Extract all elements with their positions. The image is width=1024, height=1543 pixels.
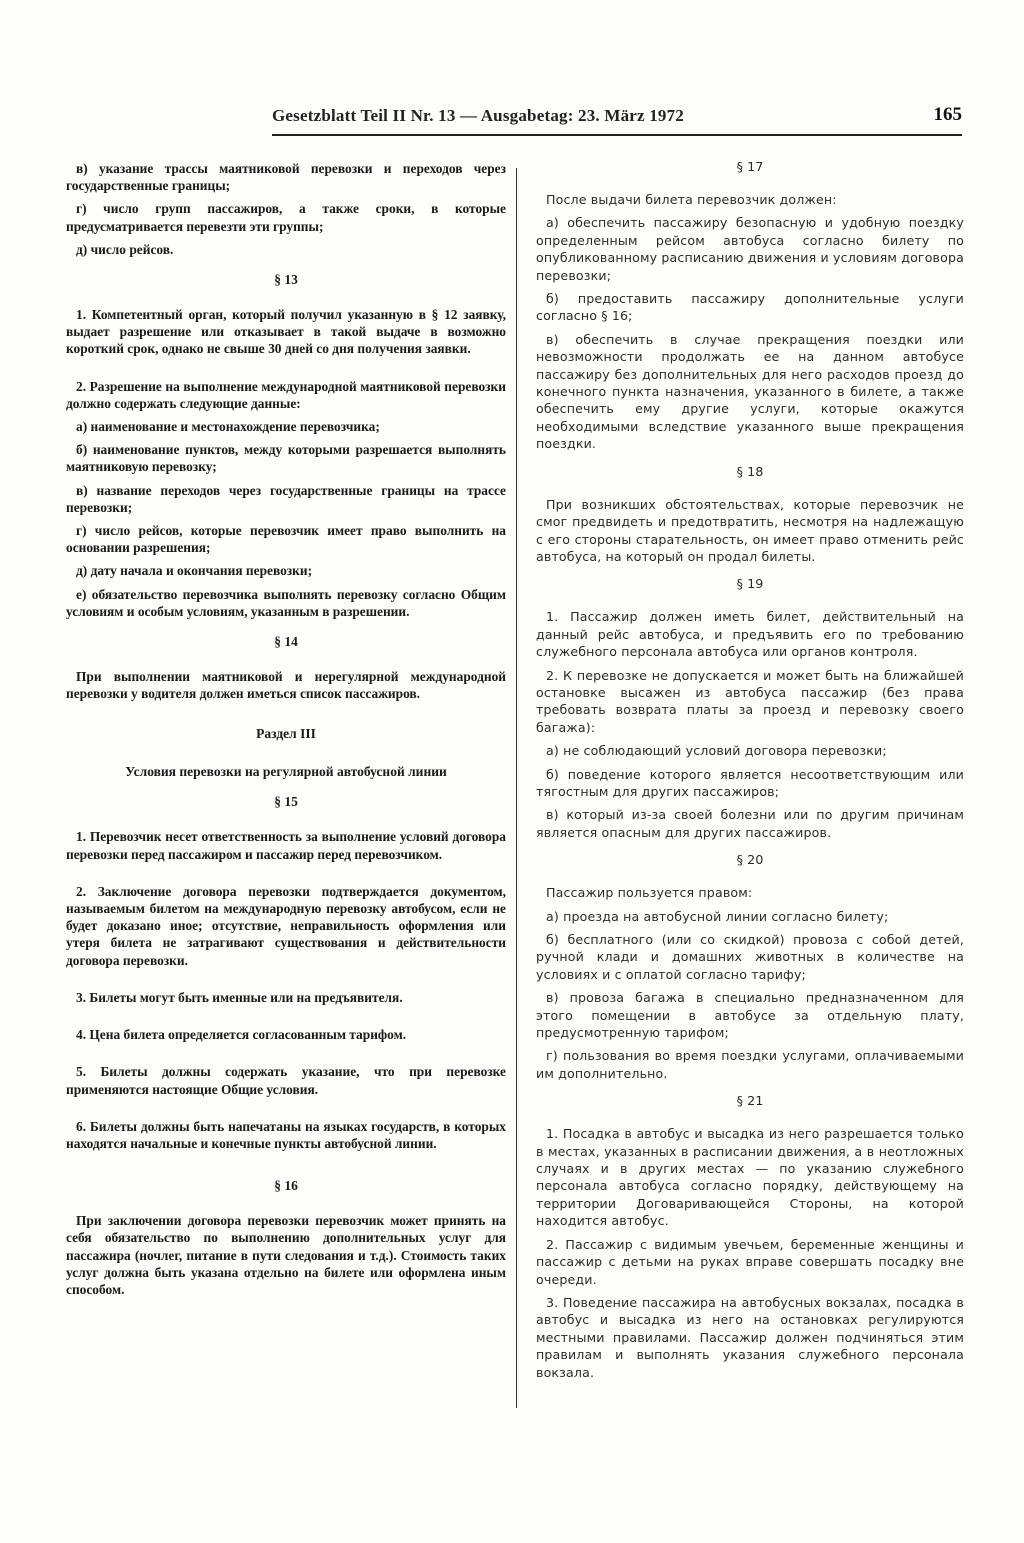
- paragraph: 1. Компетентный орган, который получил указанную в § 12 заявку, выдает разрешение или отказывает в такой выдаче в возможно короткий срок, однако не свыше 30 дней со дня получения заявки.: [66, 307, 506, 357]
- section-heading: § 18: [736, 464, 764, 480]
- paragraph: а) обеспечить пассажиру безопасную и удобную поездку определенным рейсом автобуса согласно билету по опубликованному расписанию движения и условиям договора перевозки;: [536, 215, 964, 283]
- right-column: [536, 160, 964, 1387]
- paragraph: б) поведение которого является несоответствующим или тягостным для других пассажиров;: [536, 766, 964, 799]
- paragraph: в) название переходов через государственные границы на трассе перевозки;: [66, 482, 506, 515]
- section-heading: § 21: [736, 1094, 764, 1110]
- part-title: Раздел III: [256, 726, 316, 742]
- paragraph: 2. Разрешение на выполнение международной маятниковой перевозки должно содержать следующие данные:: [66, 378, 506, 411]
- section-heading: § 16: [274, 1178, 298, 1194]
- paragraph: 2. К перевозке не допускается и может быть на ближайшей остановке высажен из автобуса пассажир (без права требовать возврата платы за проезд и перевозку своего багажа):: [536, 667, 964, 735]
- paragraph: При выполнении маятниковой и нерегулярной международной перевозки у водителя должен иметься список пассажиров.: [66, 669, 506, 702]
- paragraph: г) пользования во время поездки услугами, оплачиваемыми им дополнительно.: [536, 1048, 964, 1081]
- paragraph: 2. Заключение договора перевозки подтверждается документом, называемым билетом на международную перевозку автобусом, если не будет доказано иное; отсутствие, неправильность оформления или утеря билета не затрагивают существования и действительности договора перевозки.: [66, 883, 506, 968]
- paragraph: в) провоза багажа в специально предназначенном для этого помещении в автобусе за отдельную плату, предусмотренную тарифом;: [536, 990, 964, 1041]
- left-column: [66, 160, 506, 1304]
- paragraph: а) наименование и местонахождение перевозчика;: [76, 419, 380, 435]
- paragraph: б) бесплатного (или со скидкой) провоза с собой детей, ручной клади и домашних животных в количестве на условиях и с оплатой согласно тарифу;: [536, 932, 964, 982]
- section-heading: § 17: [736, 160, 764, 175]
- paragraph: 3. Билеты могут быть именные или на предъявителя.: [76, 989, 403, 1005]
- part-subtitle: Условия перевозки на регулярной автобусной линии: [125, 764, 447, 780]
- section-heading: § 13: [274, 272, 298, 288]
- paragraph: г) число групп пассажиров, а также сроки, в которые предусматривается перевезти эти группы;: [66, 201, 506, 234]
- paragraph: 1. Пассажир должен иметь билет, действительный на данный рейс автобуса, и предъявить его по требованию служебного персонала автобуса или органов контроля.: [536, 609, 964, 660]
- paragraph: а) проезда на автобусной линии согласно билету;: [546, 908, 889, 924]
- column-divider: [516, 168, 517, 1408]
- paragraph: 1. Перевозчик несет ответственность за выполнение условий договора перевозки перед пассажиром и пассажир перед перевозчиком.: [66, 829, 506, 862]
- paragraph: При заключении договора перевозки перевозчик может принять на себя обязательство по выполнению дополнительных услуг для пассажира (ночлег, питание в пути следования и т.д.). Стоимость таких услуг должна быть указана отдельно на билете или оформлена иным способом.: [66, 1213, 506, 1297]
- paragraph: в) обеспечить в случае прекращения поездки или невозможности продолжать ее на данном автобусе пассажиру без дополнительных для него расходов проезд до конечного пункта назначения, указанного в билете, а также обеспечить ему другие услуги, которые окажутся необходимыми вследствие указанного выше прекращения поездки.: [536, 331, 964, 452]
- paragraph: 2. Пассажир с видимым увечьем, беременные женщины и пассажир с детьми на руках вправе совершать посадку вне очереди.: [536, 1236, 964, 1287]
- paragraph: б) предоставить пассажиру дополнительные услуги согласно § 16;: [536, 291, 964, 324]
- paragraph: 6. Билеты должны быть напечатаны на языках государств, в которых находятся начальные и конечные пункты автобусной линии.: [66, 1118, 506, 1151]
- header-title: Gesetzblatt Teil II Nr. 13 — Ausgabetag: 23. März 1972: [272, 106, 685, 125]
- paragraph: б) наименование пунктов, между которыми разрешается выполнять маятниковую перевозку;: [66, 442, 506, 475]
- section-heading: § 20: [736, 853, 764, 869]
- paragraph: а) не соблюдающий условий договора перевозки;: [546, 743, 887, 759]
- section-heading: § 15: [274, 794, 298, 810]
- paragraph: При возникших обстоятельствах, которые перевозчик не смог предвидеть и предотвратить, несмотря на надлежащую с его стороны старательность, он имеет право отменить рейс автобуса, на который он продал билеты.: [536, 496, 964, 564]
- section-heading: § 14: [274, 634, 298, 650]
- paragraph: 3. Поведение пассажира на автобусных вокзалах, посадка в автобус и высадка из него на остановках регулируются местными правилами. Пассажир должен подчиняться этим правилам и выполнять указания служебного персонала вокзала.: [536, 1294, 964, 1380]
- paragraph: 4. Цена билета определяется согласованным тарифом.: [76, 1027, 407, 1043]
- paragraph: в) который из-за своей болезни или по другим причинам является опасным для других пассажиров.: [536, 807, 964, 840]
- page-header: [272, 104, 962, 136]
- paragraph: Пассажир пользуется правом:: [546, 885, 753, 901]
- paragraph: г) число рейсов, которые перевозчик имеет право выполнить на основании разрешения;: [66, 523, 506, 556]
- page-number: 165: [933, 104, 962, 125]
- paragraph: е) обязательство перевозчика выполнять перевозку согласно Общим условиям и особым условиям, указанным в разрешении.: [66, 586, 506, 619]
- paragraph: После выдачи билета перевозчик должен:: [546, 192, 837, 207]
- section-heading: § 19: [736, 577, 764, 593]
- paragraph: д) дату начала и окончания перевозки;: [76, 563, 313, 579]
- paragraph: в) указание трассы маятниковой перевозки и переходов через государственные границы;: [66, 161, 506, 194]
- paragraph: д) число рейсов.: [76, 241, 174, 257]
- paragraph: 5. Билеты должны содержать указание, что при перевозке применяются настоящие Общие условия.: [66, 1064, 506, 1097]
- paragraph: 1. Посадка в автобус и высадка из него разрешается только в местах, указанных в расписании движения, а в неотложных случаях и в других местах — по указанию служебного персонала автобуса согласно порядку, действующему на территории Договаривающейся Стороны, на которой находится автобус.: [536, 1126, 964, 1229]
